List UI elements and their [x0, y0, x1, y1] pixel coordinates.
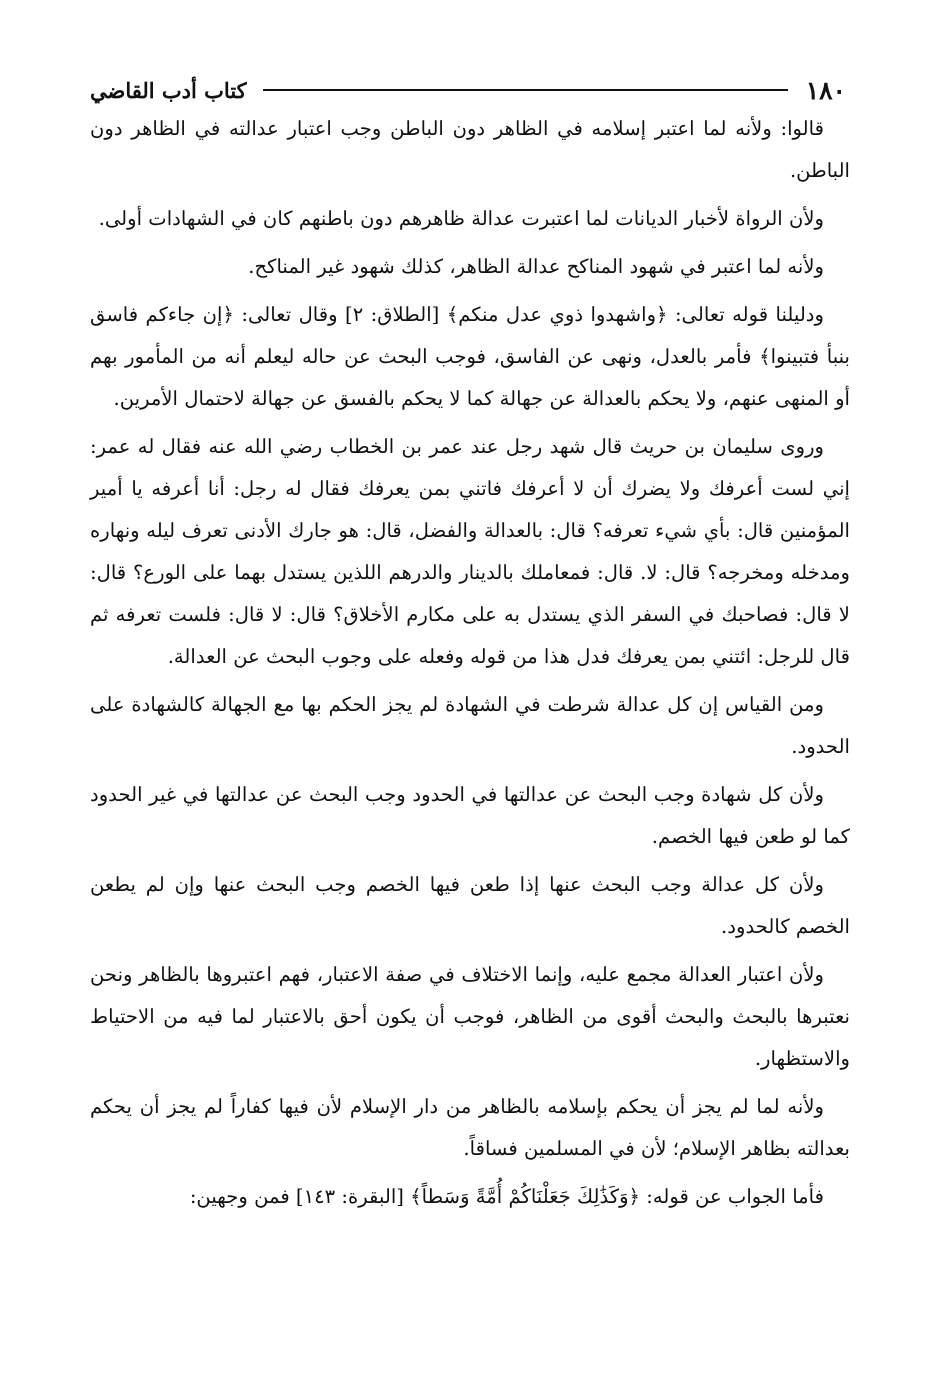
header-rule [263, 89, 788, 91]
paragraph-8: ولأن كل عدالة وجب البحث عنها إذا طعن فيها الخصم وجب البحث عنها وإن لم يطعن الخصم كالحدود. [90, 873, 850, 938]
paragraph-5: وروى سليمان بن حريث قال شهد رجل عند عمر بن الخطاب رضي الله عنه فقال له عمر: إني لست أعرفك ولا يضرك أن لا أعرفك فاتني بمن يعرفك فقال له رجل: أنا أعرفه يا أمير المؤمنين قال: بأي شيء تعرفه؟ قال: بالعدالة والفضل، قال: هو جارك الأدنى تعرف ليله ونهاره ومدخله ومخرجه؟ قال: لا. قال: فمعاملك بالدينار والدرهم اللذين يستدل بهما على الورع؟ قال: لا قال: فصاحبك في السفر الذي يستدل به على مكارم الأخلاق؟ قال: لا قال: فلست تعرفه ثم قال للرجل: ائتني بمن يعرفك فدل هذا من قوله وفعله على وجوب البحث عن العدالة. [90, 435, 850, 668]
paragraph-4: ودليلنا قوله تعالى: ﴿واشهدوا ذوي عدل منكم﴾ [الطلاق: ٢] وقال تعالى: ﴿إن جاءكم فاسق بنبأ فتبينوا﴾ فأمر بالعدل، ونهى عن الفاسق، فوجب البحث عن حاله ليعلم أنه من المأمور بهم أو المنهى عنهم، ولا يحكم بالعدالة عن جهالة كما لا يحكم بالفسق عن جهالة لاحتمال الأمرين. [90, 303, 850, 410]
paragraph-7: ولأن كل شهادة وجب البحث عن عدالتها في الحدود وجب البحث عن عدالتها في غير الحدود كما لو طعن فيها الخصم. [90, 783, 850, 848]
paragraph-2: ولأن الرواة لأخبار الديانات لما اعتبرت عدالة ظاهرهم دون باطنهم كان في الشهادات أولى. [98, 207, 824, 230]
page-number: ١٨٠ [805, 75, 846, 105]
page-header [90, 70, 846, 110]
paragraph-3: ولأنه لما اعتبر في شهود المناكح عدالة الظاهر، كذلك شهود غير المناكح. [248, 255, 824, 278]
page-body [90, 108, 850, 1224]
paragraph-11: فأما الجواب عن قوله: ﴿وَكَذَٰلِكَ جَعَلْنَاكُمْ أُمَّةً وَسَطاً﴾ [البقرة: ١٤٣] فمن وجهين: [189, 1185, 824, 1208]
book-title: كتاب أدب القاضي [90, 77, 247, 103]
paragraph-1: قالوا: ولأنه لما اعتبر إسلامه في الظاهر دون الباطن وجب اعتبار عدالته في الظاهر دون الباطن. [90, 117, 850, 182]
paragraph-9: ولأن اعتبار العدالة مجمع عليه، وإنما الاختلاف في صفة الاعتبار، فهم اعتبروها بالظاهر ونحن نعتبرها بالبحث والبحث أقوى من الظاهر، فوجب أن يكون أحق بالاعتبار لما فيه من الاحتياط والاستظهار. [90, 963, 850, 1070]
paragraph-6: ومن القياس إن كل عدالة شرطت في الشهادة لم يجز الحكم بها مع الجهالة كالشهادة على الحدود. [90, 693, 850, 758]
paragraph-10: ولأنه لما لم يجز أن يحكم بإسلامه بالظاهر من دار الإسلام لأن فيها كفاراً لم يجز أن يحكم بعدالته بظاهر الإسلام؛ لأن في المسلمين فساقاً. [90, 1095, 850, 1160]
